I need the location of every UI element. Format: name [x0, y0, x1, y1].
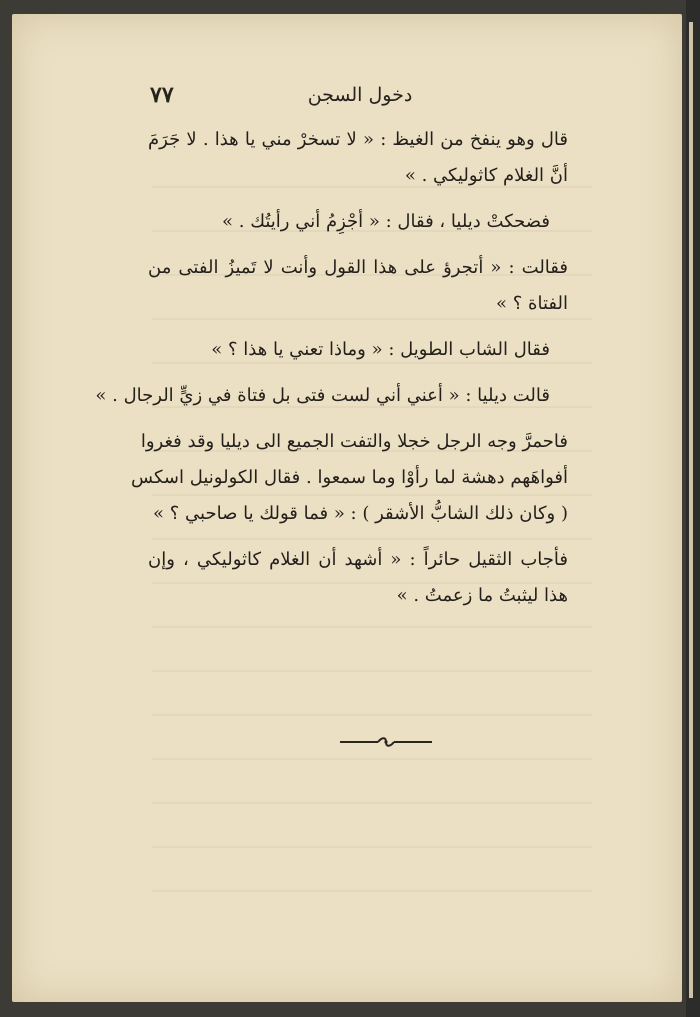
text-line: فقال الشاب الطويل : « وماذا تعني يا هذا ؟ » — [211, 339, 550, 360]
page-number: ٧٧ — [150, 82, 174, 108]
text-line: أفواهَهم دهشة لما رأوْا وما سمعوا . فقال الكولونيل اسكس — [131, 467, 568, 488]
body-text — [95, 122, 568, 614]
text-line: فضحكتْ ديليا ، فقال : « أجْزِمُ أني رأيتُك . » — [222, 211, 550, 232]
text-line: فقالت : « أتجرؤ على هذا القول وأنت لا تَميزُ الفتى من — [148, 257, 568, 278]
text-line: فأجاب الثقيل حائراً : « أشهد أن الغلام كاثوليكي ، وإن — [148, 549, 568, 570]
page-edge — [686, 0, 700, 1017]
text-line: ( وكان ذلك الشابُّ الأشقر ) : « فما قولك يا صاحبي ؟ » — [153, 503, 568, 524]
running-title: دخول السجن — [307, 84, 413, 106]
running-head — [150, 80, 570, 114]
text-line: قال وهو ينفخ من الغيظ : « لا تسخرْ مني يا هذا . لا جَرَمَ — [148, 129, 568, 150]
text-line: قالت ديليا : « أعني أني لست فتى بل فتاة في زيٍّ الرجال . » — [95, 385, 550, 406]
section-ornament — [338, 736, 434, 748]
text-line: الفتاة ؟ » — [496, 293, 568, 314]
text-line: فاحمرَّ وجه الرجل خجلا والتفت الجميع الى ديليا وقد فغروا — [140, 431, 568, 452]
text-line: أنَّ الغلام كاثوليكي . » — [404, 165, 568, 186]
text-line: هذا ليثبتُ ما زعمتُ . » — [396, 585, 568, 606]
